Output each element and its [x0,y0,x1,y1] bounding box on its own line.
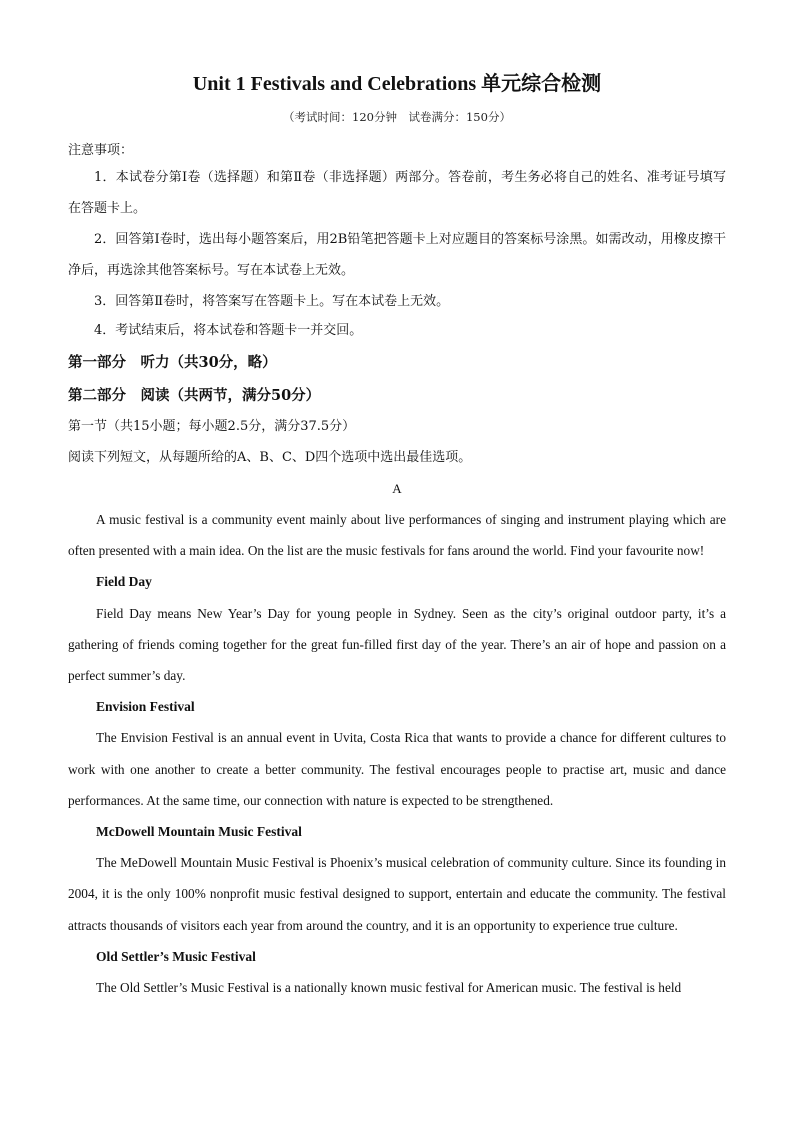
festival-text-field-day: Field Day means New Year’s Day for young people in Sydney. Seen as the city’s original outdoor party, it’s a gathering of friends coming together for the great fun-filled first day of the year. There’s an air of hope and passion on a perfect summer’s day. [68,605,726,684]
reading-instruction: 阅读下列短文，从每题所给的A、B、C、D四个选项中选出最佳选项。 [68,450,472,465]
notice-item-3: 3．回答第Ⅱ卷时，将答案写在答题卡上。写在本试卷上无效。 [94,294,450,309]
page-title: Unit 1 Festivals and Celebrations 单元综合检测 [192,73,602,95]
festival-text-old-settlers: The Old Settler’s Music Festival is a nationally known music festival for American music. The festival is held [96,980,682,996]
festival-heading-old-settlers: Old Settler’s Music Festival [96,948,256,964]
festival-heading-envision: Envision Festival [96,699,195,715]
notice-item-1: 1．本试卷分第Ⅰ卷（选择题）和第Ⅱ卷（非选择题）两部分。答卷前，考生务必将自己的姓名、准考证号填写在答题卡上。 [68,170,726,216]
notice-item-4: 4．考试结束后，将本试卷和答题卡一并交回。 [94,323,363,338]
section-one-heading: 第一节（共15小题；每小题2.5分，满分37.5分） [68,419,356,434]
exam-time-info: （考试时间：120分钟 试卷满分：150分） [283,110,511,124]
festival-heading-mcdowell: McDowell Mountain Music Festival [96,824,302,840]
notice-item-2: 2．回答第Ⅰ卷时，选出每小题答案后，用2B铅笔把答题卡上对应题目的答案标号涂黑。如需改动，用橡皮擦干净后，再选涂其他答案标号。写在本试卷上无效。 [68,232,726,278]
notice-heading: 注意事项： [68,143,134,158]
passage-letter: A [392,481,402,496]
festival-heading-field-day: Field Day [96,574,152,590]
part-two-heading: 第二部分 阅读（共两节，满分50分） [68,387,321,404]
festival-text-mcdowell: The MeDowell Mountain Music Festival is Phoenix’s musical celebration of community culture. Since its founding in 2004, it is the only 100% nonprofit music festival designed to support, entertain and educate the community. The festival attracts thousands of visitors each year from around the country, and it is an opportunity to experience true culture. [68,855,726,933]
part-one-heading: 第一部分 听力（共30分，略） [68,354,277,371]
festival-text-envision: The Envision Festival is an annual event in Uvita, Costa Rica that wants to provide a chance for different cultures to work with one another to create a better community. The festival encourages people to practise art, music and dance performances. At the same time, our connection with nature is expected to be strengthened. [68,730,726,808]
passage-intro: A music festival is a community event mainly about live performances of singing and instrument playing which are often presented with a main idea. On the list are the music festivals for fans around the world. Find your favourite now! [68,512,726,559]
